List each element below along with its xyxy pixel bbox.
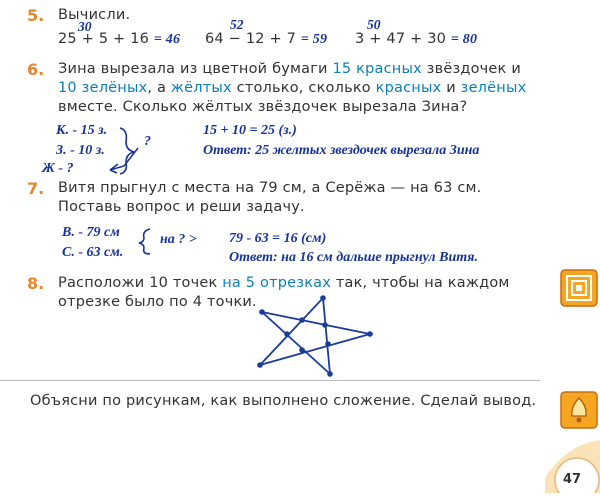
highlight-text: жёлтых: [170, 80, 232, 96]
point: [325, 341, 331, 347]
text: Расположи 10 точек: [58, 275, 223, 291]
highlight-text: красных: [375, 80, 442, 96]
text: так, чтобы на каждом: [331, 275, 510, 291]
task6-short-zh: Ж - ?: [42, 161, 74, 176]
point: [322, 322, 328, 328]
highlight-text: на 5 отрезках: [222, 275, 332, 291]
divider-line: [0, 380, 540, 381]
task6-line-1: [58, 61, 521, 77]
task5-expr-1: [58, 31, 180, 48]
footer-task: Объясни по рисункам, как выполнено сложение. Сделай вывод.: [30, 393, 537, 409]
task5-note-3: 50: [367, 17, 381, 32]
text: столько, сколько: [231, 80, 376, 96]
point: [284, 331, 290, 337]
task6-brace-arrow: [100, 120, 150, 180]
task5-number: 5.: [27, 6, 45, 25]
task7-solution: 79 - 63 = 16 (см): [229, 231, 327, 246]
handwritten-answer: = 80: [450, 32, 478, 47]
task6-short-k: К. - 15 з.: [56, 123, 108, 138]
star-drawing: [250, 292, 380, 382]
expression: 64 − 12 + 7: [205, 31, 297, 47]
point: [259, 309, 265, 315]
text: Зина вырезала из цветной бумаги: [58, 61, 333, 77]
right-margin: [545, 0, 600, 493]
task5-title: Вычисли.: [58, 7, 131, 23]
task7-brace: [136, 226, 158, 256]
task7-line-2: Поставь вопрос и реши задачу.: [58, 199, 305, 215]
task5-expr-2: [205, 31, 327, 48]
star-lines: [260, 298, 370, 374]
expression: 25 + 5 + 16: [58, 31, 150, 47]
task7-number: 7.: [27, 179, 45, 198]
highlight-text: 15 красных: [332, 61, 422, 77]
point: [299, 317, 305, 323]
task8-line-1: [58, 275, 510, 291]
point: [257, 362, 263, 368]
point: [367, 331, 373, 337]
text: и: [441, 80, 461, 96]
task6-number: 6.: [27, 60, 45, 79]
task7-short-v: В. - 79 см: [62, 225, 120, 240]
margin-decoration: [545, 0, 600, 493]
point: [327, 371, 333, 377]
expression: 3 + 47 + 30: [355, 31, 447, 47]
task8-number: 8.: [27, 274, 45, 293]
task6-solution: 15 + 10 = 25 (з.): [203, 123, 297, 138]
point: [299, 347, 305, 353]
handwritten-answer: = 59: [300, 32, 328, 47]
page-number: 47: [563, 472, 582, 487]
task5-note-1: 30: [78, 19, 92, 34]
task7-line-1: Витя прыгнул с места на 79 см, а Серёжа — на 63 см.: [58, 180, 482, 196]
task6-line-3: вместе. Сколько жёлтых звёздочек вырезала Зина?: [58, 99, 468, 115]
task8-line-2: отрезке было по 4 точки.: [58, 294, 257, 310]
task7-answer: Ответ: на 16 см дальше прыгнул Витя.: [229, 250, 479, 265]
handwritten-answer: = 46: [153, 32, 181, 47]
highlight-text: 10 зелёных: [58, 80, 148, 96]
task7-question: на ? >: [160, 232, 197, 247]
task5-note-2: 52: [230, 17, 244, 32]
point: [320, 295, 326, 301]
text: звёздочек и: [421, 61, 521, 77]
text: , а: [147, 80, 171, 96]
task5-expr-3: [355, 31, 477, 48]
task6-answer: Ответ: 25 желтых звездочек вырезала Зина: [203, 143, 480, 158]
task6-short-z: З. - 10 з.: [56, 143, 105, 158]
highlight-text: зелёных: [460, 80, 527, 96]
task6-line-2: [58, 80, 526, 96]
task7-short-s: С. - 63 см.: [62, 245, 124, 260]
task6-short-question: ?: [144, 134, 151, 149]
